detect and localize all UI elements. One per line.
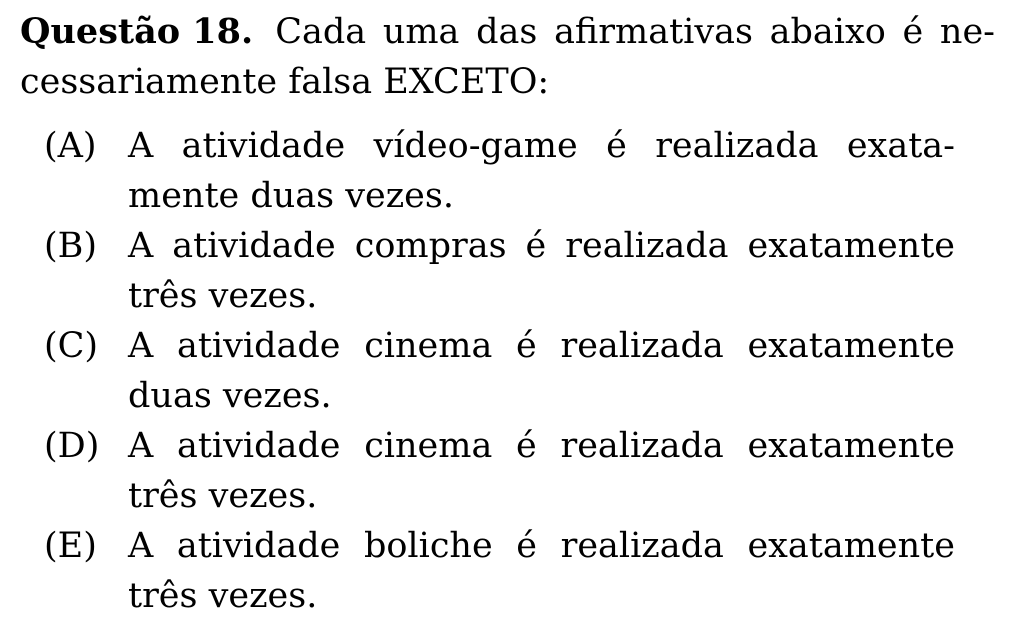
option-word: atividade (177, 426, 341, 466)
question-stem-line-2: cessariamente falsa EXCETO: (20, 62, 550, 102)
option-word: é (516, 526, 537, 566)
option-a-label[interactable]: (A) (44, 126, 97, 166)
option-word: realizada (565, 226, 729, 266)
option-b-line-1[interactable] (128, 221, 955, 271)
option-b-line-2[interactable]: três vezes. (128, 276, 318, 316)
option-word: exata- (846, 126, 955, 166)
option-e-line-2[interactable]: três vezes. (128, 576, 318, 616)
option-word: é (516, 426, 537, 466)
option-word: cinema (364, 426, 493, 466)
question-title: Questão 18. (20, 11, 254, 52)
option-c-line-2[interactable]: duas vezes. (128, 376, 332, 416)
option-word: atividade (172, 226, 336, 266)
option-word: vídeo-game (373, 126, 578, 166)
option-word: A (128, 426, 154, 466)
option-word: realizada (560, 526, 724, 566)
option-word: é (525, 226, 547, 266)
option-a-line-1[interactable] (128, 121, 955, 171)
option-word: A (128, 126, 154, 166)
option-word: exatamente (747, 226, 955, 266)
option-d-line-2[interactable]: três vezes. (128, 476, 318, 516)
option-word: A (128, 326, 154, 366)
option-b-label[interactable]: (B) (44, 226, 98, 266)
option-c-label[interactable]: (C) (44, 326, 99, 366)
question-stem-text-1: Cada uma das afirmativas abaixo é ne- (275, 12, 995, 52)
option-word: exatamente (747, 426, 955, 466)
option-d-line-1[interactable] (128, 421, 955, 471)
option-d-label[interactable]: (D) (44, 426, 100, 466)
option-word: boliche (363, 526, 493, 566)
option-word: realizada (655, 126, 819, 166)
option-e-line-1[interactable] (128, 521, 955, 571)
option-a-line-2[interactable]: mente duas vezes. (128, 176, 454, 216)
option-word: realizada (560, 326, 724, 366)
option-word: A (128, 526, 154, 566)
option-word: exatamente (747, 526, 955, 566)
option-word: cinema (364, 326, 493, 366)
option-word: é (516, 326, 537, 366)
option-word: atividade (181, 126, 346, 166)
option-word: exatamente (747, 326, 955, 366)
question-stem-line-1 (20, 7, 995, 57)
option-word: atividade (176, 526, 341, 566)
option-c-line-1[interactable] (128, 321, 955, 371)
option-word: compras (354, 226, 507, 266)
option-word: A (128, 226, 154, 266)
option-e-label[interactable]: (E) (44, 526, 97, 566)
option-word: realizada (560, 426, 724, 466)
option-word: é (606, 126, 627, 166)
option-word: atividade (177, 326, 341, 366)
